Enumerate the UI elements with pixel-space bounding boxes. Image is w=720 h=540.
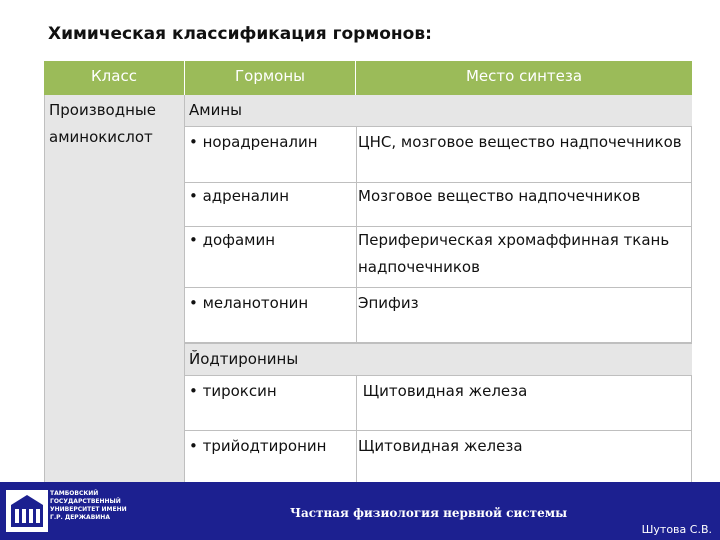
class-label: Производные аминокислот: [49, 101, 156, 146]
site-cell: Периферическая хромаффинная ткань надпочечников: [358, 231, 670, 276]
site-cell: Мозговое вещество надпочечников: [358, 187, 641, 205]
hormone-cell: • адреналин: [189, 187, 290, 205]
site-cell: Эпифиз: [358, 294, 419, 312]
site-cell: Щитовидная железа: [358, 437, 523, 455]
hormone-cell: • меланотонин: [189, 294, 309, 312]
hormone-cell: • дофамин: [189, 231, 276, 249]
group-row-iodothyronines: [185, 343, 692, 376]
table-row: [185, 376, 692, 431]
group-row-amines: [185, 95, 692, 127]
header-site: Место синтеза: [356, 61, 692, 95]
course-title: Частная физиология нервной системы: [290, 506, 568, 520]
table-row: [185, 183, 692, 227]
table-row: [185, 127, 692, 183]
footer-bar: [0, 482, 720, 540]
column-divider: [356, 376, 357, 487]
hormone-table: [44, 61, 692, 487]
author-name: Шутова С.В.: [641, 523, 712, 536]
table-row: [185, 227, 692, 288]
column-divider: [356, 127, 357, 343]
university-logo: [0, 482, 142, 540]
hormone-cell: • норадреналин: [189, 133, 318, 151]
header-hormones: Гормоны: [185, 61, 356, 95]
page-title: Химическая классификация гормонов:: [48, 24, 432, 44]
class-column: [44, 95, 185, 487]
hormone-cell: • трийодтиронин: [189, 437, 327, 455]
group-label-amines: Амины: [189, 101, 242, 119]
site-cell: Щитовидная железа: [358, 382, 528, 400]
hormone-cell: • тироксин: [189, 382, 277, 400]
table-row: [185, 431, 692, 487]
table-row: [185, 288, 692, 343]
group-label-iodothyronines: Йодтиронины: [189, 350, 299, 368]
site-cell: ЦНС, мозговое вещество надпочечников: [358, 133, 682, 151]
university-logo-text: ТАМБОВСКИЙ ГОСУДАРСТВЕННЫЙ УНИВЕРСИТЕТ ИМЕНИ Г.Р. ДЕРЖАВИНА: [50, 490, 127, 521]
university-emblem-icon: [6, 490, 48, 532]
header-class: Класс: [44, 61, 185, 95]
